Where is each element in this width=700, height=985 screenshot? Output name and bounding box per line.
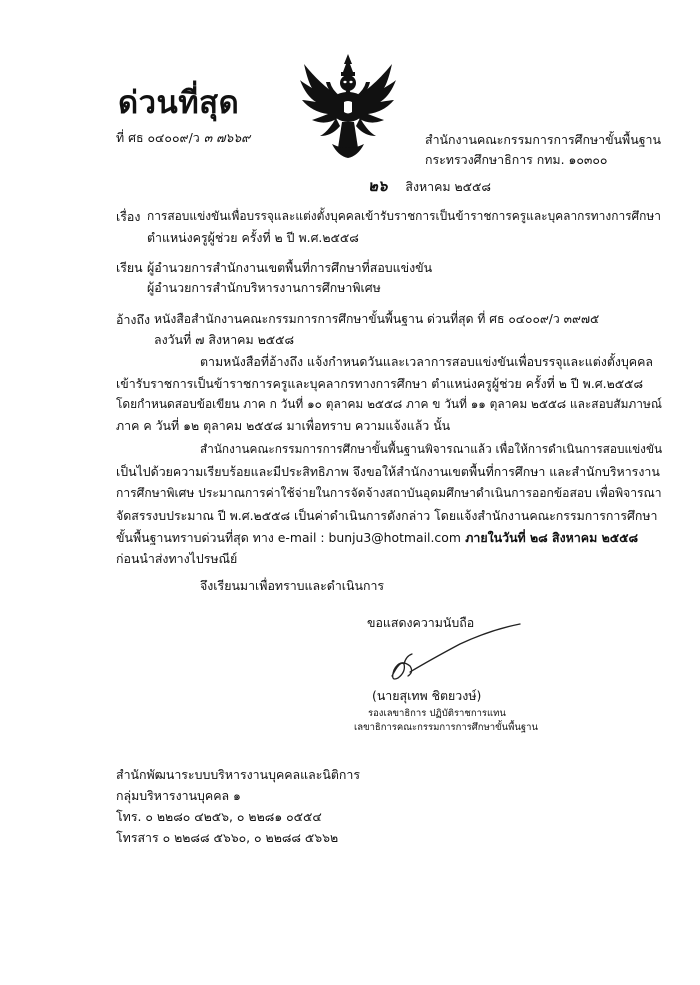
paragraph-1-line-1: ตามหนังสือที่อ้างถึง แจ้งกำหนดวันและเวลาการสอบแข่งขันเพื่อบรรจุและแต่งตั้งบุคคล xyxy=(200,354,653,369)
subject-line-1: การสอบแข่งขันเพื่อบรรจุและแต่งตั้งบุคคลเข้ารับราชการเป็นข้าราชการครูและบุคลากรทางการศึกษา xyxy=(147,209,661,223)
date-day: ๒๖ xyxy=(368,177,388,195)
signatory-title-1: รองเลขาธิการ ปฏิบัติราชการแทน xyxy=(368,708,506,719)
subject-label: เรื่อง xyxy=(116,209,141,224)
reference-line-1: หนังสือสำนักงานคณะกรรมการการศึกษาขั้นพื้นฐาน ด่วนที่สุด ที่ ศธ ๐๔๐๐๙/ว ๓๙๗๕ xyxy=(154,312,600,326)
signatory-name: (นายสุเทพ ชิตยวงษ์) xyxy=(372,688,482,703)
recipient-line-2: ผู้อำนวยการสำนักบริหารงานการศึกษาพิเศษ xyxy=(147,280,381,295)
closing-line: จึงเรียนมาเพื่อทราบและดำเนินการ xyxy=(200,578,385,593)
reference-label: อ้างถึง xyxy=(116,312,151,327)
footer-fax: โทรสาร ๐ ๒๒๘๘ ๕๖๖๐, ๐ ๒๒๘๘ ๕๖๖๒ xyxy=(116,830,339,845)
footer-group: กลุ่มบริหารงานบุคคล ๑ xyxy=(116,788,241,803)
paragraph-1-line-3: โดยกำหนดสอบข้อเขียน ภาค ก วันที่ ๑๐ ตุลาคม ๒๕๕๘ ภาค ข วันที่ ๑๑ ตุลาคม ๒๕๕๘ และสอบสัมภาษณ์ xyxy=(116,397,662,411)
paragraph-2-line-5 xyxy=(116,530,638,546)
recipient-line-1: ผู้อำนวยการสำนักงานเขตพื้นที่การศึกษาที่สอบแข่งขัน xyxy=(147,260,433,275)
footer-telephone: โทร. ๐ ๒๒๘๐ ๔๒๕๖, ๐ ๒๒๘๑ ๐๕๕๔ xyxy=(116,809,322,824)
garuda-emblem-icon xyxy=(298,52,398,158)
recipient-label: เรียน xyxy=(116,260,143,275)
footer-office: สำนักพัฒนาระบบบริหารงานบุคคลและนิติการ xyxy=(116,767,361,782)
date-month-year: สิงหาคม ๒๕๕๘ xyxy=(405,179,491,194)
signatory-title-2: เลขาธิการคณะกรรมการการศึกษาขั้นพื้นฐาน xyxy=(354,722,538,733)
paragraph-1-line-4: ภาค ค วันที่ ๑๒ ตุลาคม ๒๕๕๘ มาเพื่อทราบ ความแจ้งแล้ว นั้น xyxy=(116,418,451,433)
paragraph-2-line-1: สำนักงานคณะกรรมการการศึกษาขั้นพื้นฐานพิจารณาแล้ว เพื่อให้การดำเนินการสอบแข่งขัน xyxy=(200,442,663,456)
urgency-stamp: ด่วนที่สุด xyxy=(118,85,240,121)
document-reference xyxy=(116,130,250,146)
paragraph-2-line-2: เป็นไปด้วยความเรียบร้อยและมีประสิทธิภาพ จึงขอให้สำนักงานเขตพื้นที่การศึกษา และสำนักบริหารงาน xyxy=(116,464,660,479)
paragraph-2-line-6: ก่อนนำส่งทางไปรษณีย์ xyxy=(116,551,238,566)
paragraph-2-line-4: จัดสรรงบประมาณ ปี พ.ศ.๒๕๕๘ เป็นค่าดำเนินการดังกล่าว โดยแจ้งสำนักงานคณะกรรมการการศึกษา xyxy=(116,508,658,523)
regards: ขอแสดงความนับถือ xyxy=(367,615,475,630)
contact-instruction: ขั้นพื้นฐานทราบด่วนที่สุด ทาง e-mail : xyxy=(116,530,329,545)
paragraph-1-line-2: เข้ารับราชการเป็นข้าราชการครูและบุคลากรทางการศึกษา ตำแหน่งครูผู้ช่วย ครั้งที่ ๒ ปี พ.ศ.๒๕๕๘ xyxy=(116,376,644,391)
handwritten-signature xyxy=(370,620,530,688)
subject-line-2: ตำแหน่งครูผู้ช่วย ครั้งที่ ๒ ปี พ.ศ.๒๕๕๘ xyxy=(147,230,359,245)
contact-email: bunju3@hotmail.com xyxy=(328,530,461,545)
reference-line-2: ลงวันที่ ๗ สิงหาคม ๒๕๕๘ xyxy=(154,332,295,347)
agency-name: สำนักงานคณะกรรมการการศึกษาขั้นพื้นฐาน xyxy=(425,132,661,147)
handwritten-reference: ๓ ๗๖๖๙ xyxy=(203,130,251,145)
letter-date xyxy=(368,177,491,196)
paragraph-2-line-3: การศึกษาพิเศษ ประมาณการค่าใช้จ่ายในการจัดจ้างสถาบันอุดมศึกษาดำเนินการออกข้อสอบ เพื่อพิจารณา xyxy=(116,486,662,500)
agency-address: กระทรวงศึกษาธิการ กทม. ๑๐๓๐๐ xyxy=(425,152,608,167)
reference-prefix: ที่ ศธ ๐๔๐๐๙/ว xyxy=(116,130,200,145)
deadline: ภายในวันที่ ๒๘ สิงหาคม ๒๕๕๘ xyxy=(460,530,639,545)
